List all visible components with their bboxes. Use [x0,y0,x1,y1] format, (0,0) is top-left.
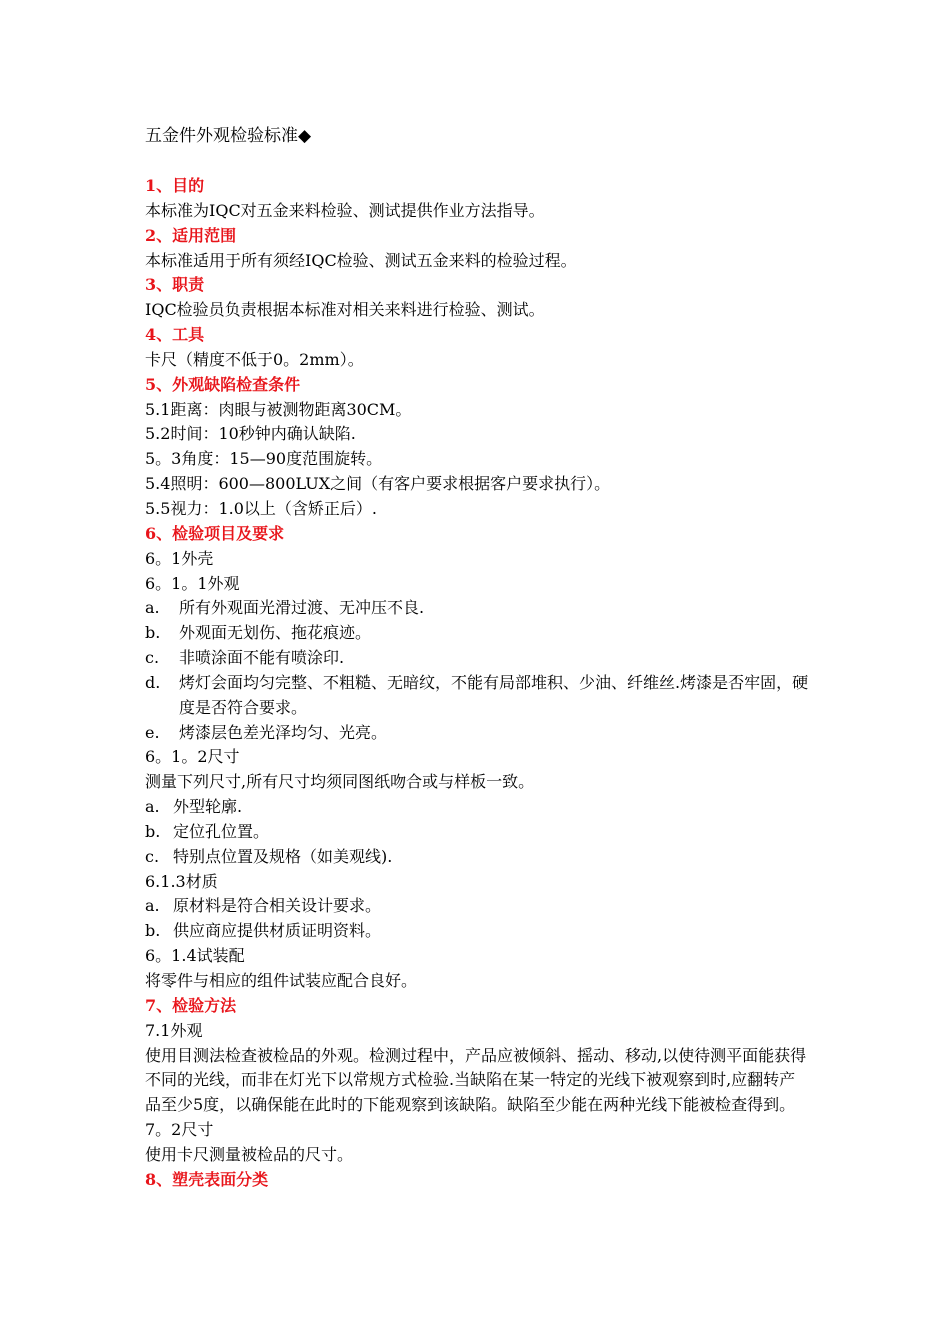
list-item-text: 非喷涂面不能有喷涂印. [179,648,345,668]
list-item-text: 原材料是符合相关设计要求。 [173,896,382,916]
list-item [145,820,810,845]
section-heading: 3、职责 [145,275,205,295]
section-heading: 7、检验方法 [145,995,237,1015]
section-heading: 4、工具 [145,325,205,345]
section-heading: 8、塑壳表面分类 [145,1169,269,1189]
condition-line: 5.2时间：10秒钟内确认缺陷. [145,424,356,444]
list-item [145,596,810,621]
list-item-text: 外观面无划伤、拖花痕迹。 [179,623,372,643]
list-item-text: 烤漆层色差光泽均匀、光亮。 [179,722,388,742]
list-item-label: c. [145,846,160,866]
list-item-label: a. [145,896,160,916]
section-text: 使用卡尺测量被检品的尺寸。 [145,1144,354,1164]
list-item-label: b. [145,623,161,643]
list-item-text: 所有外观面光滑过渡、无冲压不良. [179,598,425,618]
condition-line: 5.5视力：1.0以上（含矫正后）. [145,498,377,518]
section-heading: 1、目的 [145,176,205,195]
subsection-title: 6。1。2尺寸 [145,747,240,767]
subsection-title: 6。1。1外观 [145,573,240,593]
list-item-label: d. [145,672,161,692]
section-heading: 2、适用范围 [145,225,237,245]
list-item [145,671,810,721]
subsection-title: 7。2尺寸 [145,1120,214,1140]
condition-line: 5。3角度：15—90度范围旋转。 [145,449,383,469]
section-text: 卡尺（精度不低于0。2mm）。 [145,349,364,369]
list-item [145,894,810,919]
list-item [145,721,810,746]
section-text: 测量下列尺寸,所有尺寸均须同图纸吻合或与样板一致。 [145,772,535,792]
subsection-title: 6。1外壳 [145,548,214,568]
list-item-label: e. [145,722,160,742]
section-text: 本标准适用于所有须经IQC检验、测试五金来料的检验过程。 [145,250,577,270]
list-item [145,646,810,671]
section-heading: 5、外观缺陷检查条件 [145,374,301,394]
document-body [145,174,810,1193]
section-heading: 6、检验项目及要求 [145,523,285,543]
section-text: 本标准为IQC对五金来料检验、测试提供作业方法指导。 [145,200,545,220]
list-item-label: b. [145,821,161,841]
subsection-title: 6。1.4试装配 [145,946,245,966]
list-item-label: a. [145,598,160,618]
list-item-text: 烤灯会面均匀完整、不粗糙、无暗纹，不能有局部堆积、少油、纤维丝.烤漆是否牢固，硬度是否符合要求。 [179,672,809,717]
list-item-text: 特别点位置及规格（如美观线). [173,846,393,866]
section-text: 将零件与相应的组件试装应配合良好。 [145,971,418,990]
list-item-label: c. [145,648,160,668]
list-item-text: 外型轮廓. [173,797,243,817]
subsection-title: 6.1.3材质 [145,871,218,891]
condition-line: 5.4照明：600—800LUX之间（有客户要求根据客户要求执行）。 [145,474,611,494]
document-title: 五金件外观检验标准◆ [145,126,312,146]
list-item-text: 供应商应提供材质证明资料。 [173,921,382,941]
list-item-text: 定位孔位置。 [173,821,270,841]
subsection-title: 7.1外观 [145,1020,203,1040]
list-item [145,845,810,870]
list-item-label: b. [145,921,161,941]
condition-line: 5.1距离：肉眼与被测物距离30CM。 [145,399,412,419]
list-item-label: a. [145,797,160,817]
section-text: IQC检验员负责根据本标准对相关来料进行检验、测试。 [145,300,545,320]
list-item [145,795,810,820]
list-item [145,919,810,944]
section-paragraph: 使用目测法检查被检品的外观。检测过程中，产品应被倾斜、摇动、移动,以使待测平面能获得不同的光线，而非在灯光下以常规方式检验.当缺陷在某一特定的光线下被观察到时,应翻转产品至少5度，以确保能在此时的下能观察到该缺陷。缺陷至少能在两种光线下能被检查得到。 [145,1045,807,1115]
list-item [145,621,810,646]
